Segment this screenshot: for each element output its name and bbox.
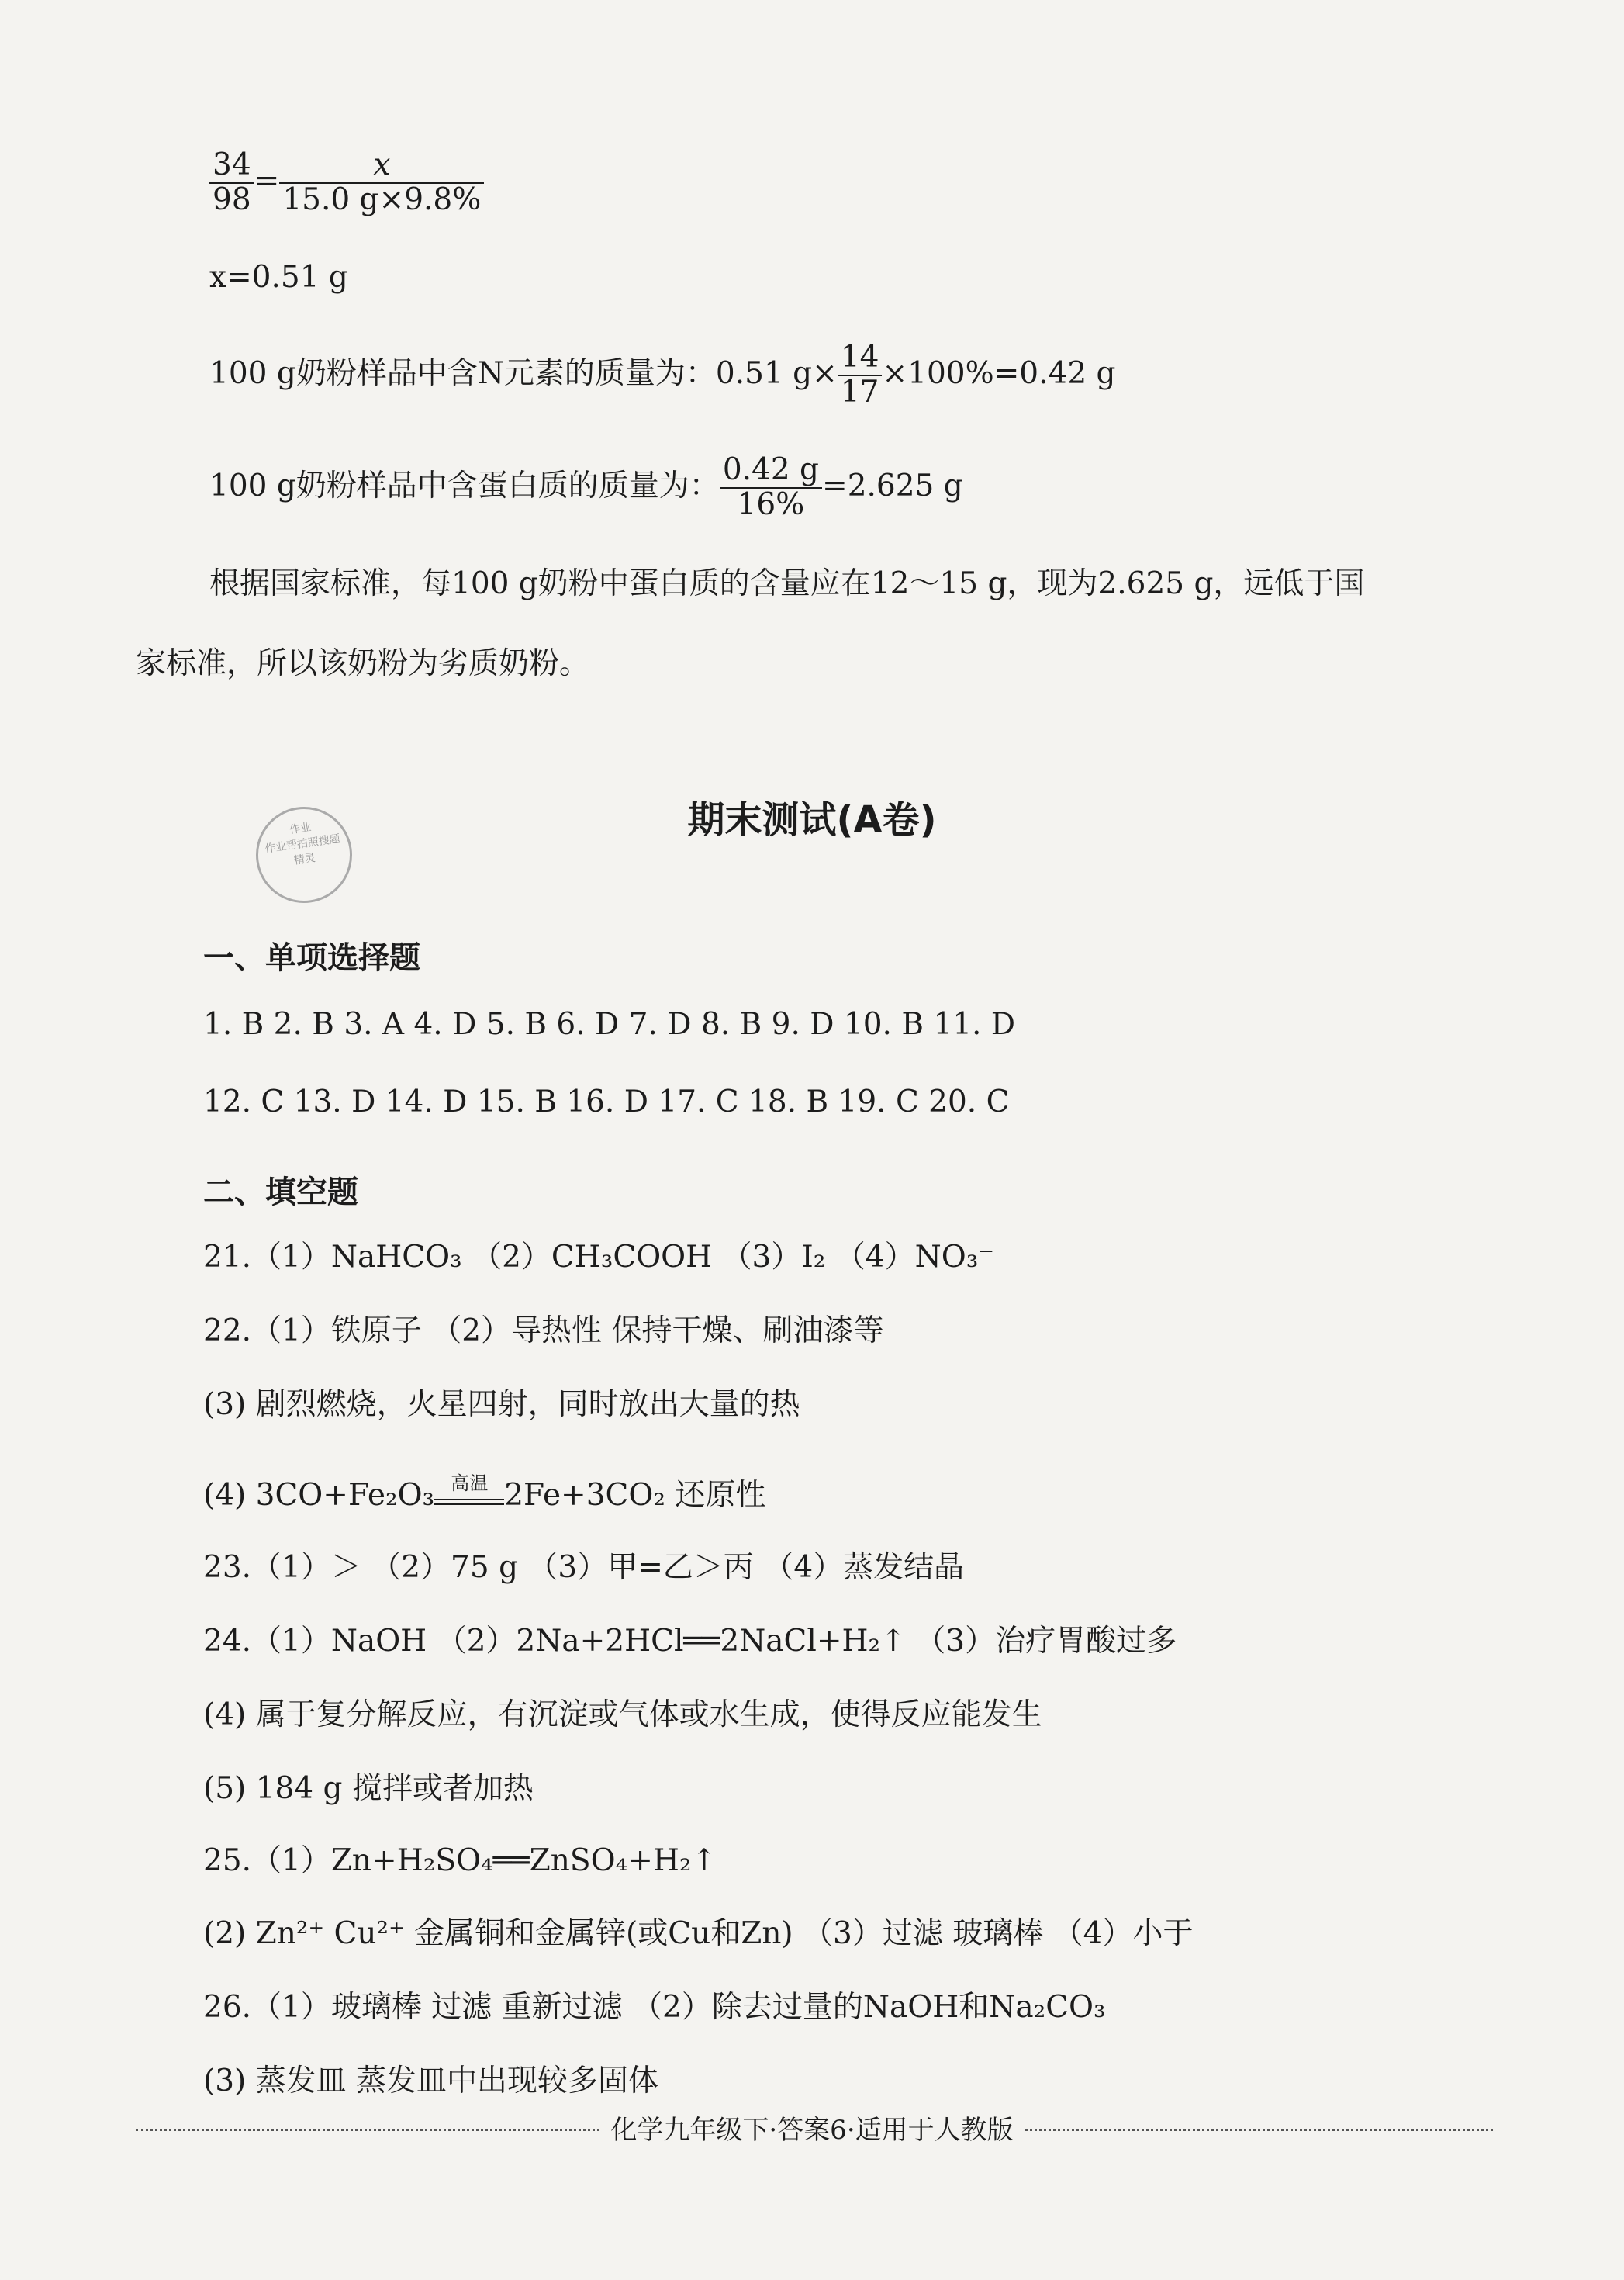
x-result: x=0.51 g bbox=[209, 260, 348, 295]
equals-sign: = bbox=[254, 163, 280, 199]
q22c-suffix: 2Fe+3CO₂ 还原性 bbox=[504, 1478, 766, 1513]
stamp-text: 作业 bbox=[289, 821, 313, 837]
conclusion-line-1: 根据国家标准，每100 g奶粉中蛋白质的含量应在12～15 g，现为2.625 g，远低于国 bbox=[209, 566, 1365, 601]
frac-denominator: 17 bbox=[840, 374, 879, 410]
protein-suffix: =2.625 g bbox=[822, 468, 963, 503]
frac-denominator: 98 bbox=[213, 182, 251, 217]
footer-label: 化学九年级下·答案6·适用于人教版 bbox=[599, 2115, 1024, 2146]
fraction-34-98 bbox=[209, 149, 254, 217]
fraction-x bbox=[279, 149, 484, 217]
answer-q21: 21.（1）NaHCO₃ （2）CH₃COOH （3）I₂ （4）NO₃⁻ bbox=[203, 1240, 994, 1275]
frac-denominator: 15.0 g×9.8% bbox=[282, 182, 482, 217]
answer-q23: 23.（1）＞ （2）75 g （3）甲=乙＞丙 （4）蒸发结晶 bbox=[203, 1550, 965, 1585]
answer-q22-a: 22.（1）铁原子 （2）导热性 保持干燥、刷油漆等 bbox=[203, 1313, 884, 1348]
frac-denominator: 16% bbox=[737, 486, 805, 522]
page-footer bbox=[0, 2109, 1624, 2147]
answer-q22-b: (3) 剧烈燃烧，火星四射，同时放出大量的热 bbox=[203, 1387, 800, 1422]
q22c-prefix: (4) 3CO+Fe₂O₃ bbox=[203, 1478, 435, 1513]
answer-q24-a: 24.（1）NaOH （2）2Na+2HCl══2NaCl+H₂↑ （3）治疗胃酸过多 bbox=[203, 1624, 1177, 1659]
ratio-equation bbox=[209, 149, 484, 217]
answer-q22-c bbox=[203, 1472, 766, 1514]
answer-q24-c: (5) 184 g 搅拌或者加热 bbox=[203, 1771, 534, 1806]
n-mass-prefix: 100 g奶粉样品中含N元素的质量为：0.51 g× bbox=[209, 355, 838, 391]
section-heading-choice: 一、单项选择题 bbox=[203, 940, 420, 976]
frac-numerator: 34 bbox=[209, 149, 254, 184]
protein-prefix: 100 g奶粉样品中含蛋白质的质量为： bbox=[209, 468, 720, 503]
answer-q26-a: 26.（1）玻璃棒 过滤 重新过滤 （2）除去过量的NaOH和Na₂CO₃ bbox=[203, 1990, 1106, 2025]
reaction-condition-sign bbox=[434, 1472, 504, 1505]
stamp-text: 精灵 bbox=[292, 852, 316, 867]
answer-q24-b: (4) 属于复分解反应，有沉淀或气体或水生成，使得反应能发生 bbox=[203, 1697, 1042, 1732]
choice-answers-line-1: 1. B 2. B 3. A 4. D 5. B 6. D 7. D 8. B 9. D 10. B 11. D bbox=[203, 1007, 1016, 1042]
double-bar bbox=[434, 1499, 504, 1505]
stamp-text: 作业帮拍照搜题 bbox=[264, 832, 341, 856]
n-mass-suffix: ×100%=0.42 g bbox=[882, 355, 1116, 391]
nitrogen-mass-line bbox=[209, 341, 1116, 410]
answer-q26-b: (3) 蒸发皿 蒸发皿中出现较多固体 bbox=[203, 2064, 659, 2098]
answer-q25-b: (2) Zn²⁺ Cu²⁺ 金属铜和金属锌(或Cu和Zn) （3）过滤 玻璃棒 （4）小于 bbox=[203, 1916, 1194, 1951]
frac-numerator: 14 bbox=[838, 341, 883, 376]
answer-q25-a: 25.（1）Zn+H₂SO₄══ZnSO₄+H₂↑ bbox=[203, 1843, 717, 1878]
fraction-14-17 bbox=[838, 341, 883, 410]
reaction-condition: 高温 bbox=[451, 1472, 489, 1494]
protein-mass-line bbox=[209, 454, 963, 522]
frac-numerator: 0.42 g bbox=[720, 454, 822, 489]
section-heading-fill: 二、填空题 bbox=[203, 1175, 358, 1210]
conclusion-line-2: 家标准，所以该奶粉为劣质奶粉。 bbox=[136, 646, 590, 681]
fraction-protein bbox=[720, 454, 822, 522]
page-title: 期末测试(A卷) bbox=[687, 798, 937, 842]
frac-numerator: x bbox=[279, 149, 484, 184]
choice-answers-line-2: 12. C 13. D 14. D 15. B 16. D 17. C 18. B 19. C 20. C bbox=[203, 1085, 1010, 1119]
